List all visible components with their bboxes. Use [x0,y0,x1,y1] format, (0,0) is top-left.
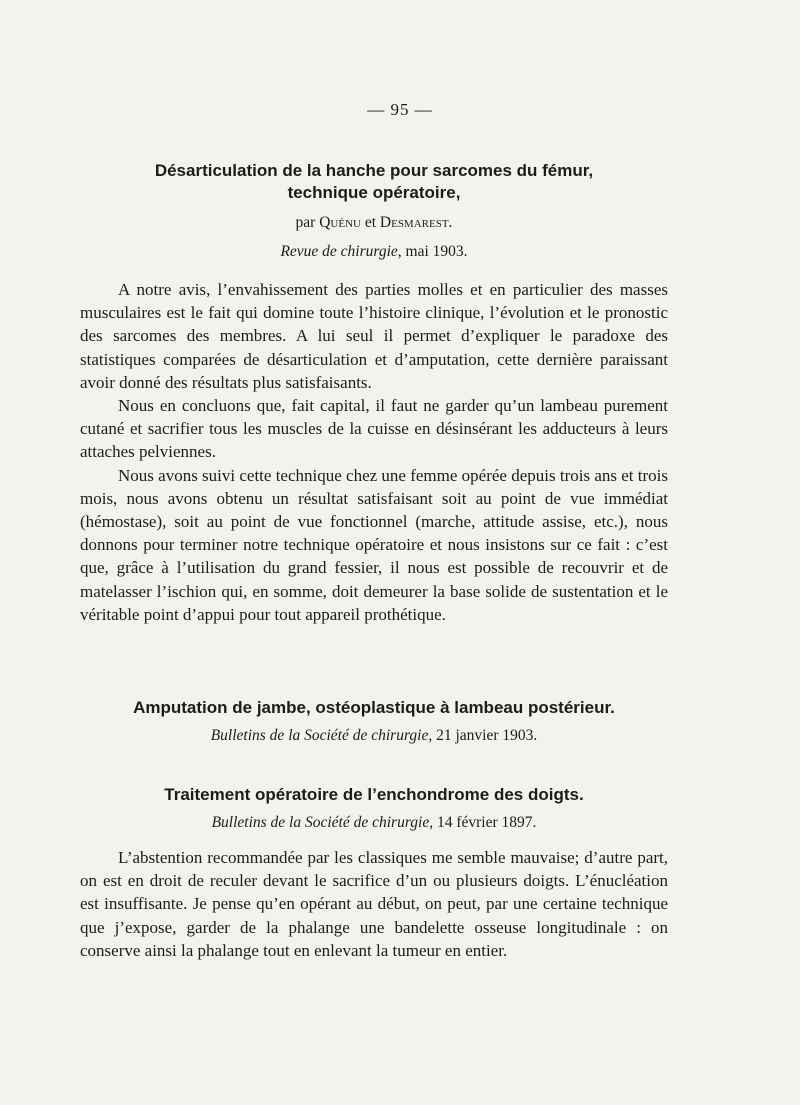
byline-par: par [295,214,316,231]
source-date: , 21 janvier 1903. [428,727,538,744]
paragraph: Nous avons suivi cette technique chez une femme opérée depuis trois ans et trois mois, nous avons obtenu un résultat satisfaisant soit au point de vue immédiat (hémostase), soit au point de vue fonctionnel (marche, attitude assise, etc.), nous donnons pour terminer notre technique opératoire et nous insistons sur ce fait : c’est que, grâce à l’utilisation du grand fessier, il nous est possible de recouvrir et de matelasser l’ischion qui, en somme, doit demeurer la base solide de sustentation et le véritable point d’appui pour tout appareil prothétique. [80,465,668,624]
author-desmarest: Desmarest. [379,214,453,231]
paragraph: L’abstention recommandée par les classiques me semble mauvaise; d’autre part, on est en droit de reculer devant le sacrifice d’un ou plusieurs doigts. L’énucléation est insuffisante. Je pense qu’en opérant au début, on peut, par une certaine technique que j’expose, garder de la phalange une bandelette osseuse longitudinale : on conserve ainsi la phalange tout en enlevant la tumeur en entier. [80,848,668,960]
paragraph: A notre avis, l’envahissement des parties molles et en particulier des masses musculaires est le fait qui domine toute l’histoire clinique, l’évolution et le pronostic des sarcomes des membres. A lui seul il permet d’expliquer le paradoxe des statistiques comparées de désarticulation et d’amputation, cette dernière paraissant avoir donné des résultats plus satisfaisants. [80,280,668,392]
article-source [80,727,668,745]
paragraph: Nous en concluons que, fait capital, il faut ne garder qu’un lambeau purement cutané et sacrifier tous les muscles de la cuisse en désinsérant les adducteurs à leurs attaches pelviennes. [80,396,668,462]
article-title-line-1: Désarticulation de la hanche pour sarcomes du fémur, [154,161,594,180]
byline-et: et [364,214,377,231]
source-journal: Revue de chirurgie [280,243,398,260]
article-title: Amputation de jambe, ostéoplastique à lambeau postérieur. [133,698,615,717]
article-title [80,160,668,204]
article-source [80,243,668,261]
article-enchondroma [80,784,668,832]
article-byline [80,214,668,232]
article-leg-amputation [80,697,668,745]
article-title: Traitement opératoire de l’enchondrome des doigts. [164,785,584,804]
source-journal: Bulletins de la Société de chirurgie [210,727,429,744]
source-date: , 14 février 1897. [429,814,537,831]
source-date: , mai 1903. [397,243,468,260]
article-title-line-2: technique opératoire, [287,183,461,202]
page-number: — 95 — [367,100,433,119]
article-body-1 [80,278,668,626]
article-source [80,814,668,832]
author-quenu: Quénu [319,214,361,231]
article-body-3 [80,846,668,962]
article-hip-disarticulation [80,160,668,261]
source-journal: Bulletins de la Société de chirurgie [211,814,430,831]
